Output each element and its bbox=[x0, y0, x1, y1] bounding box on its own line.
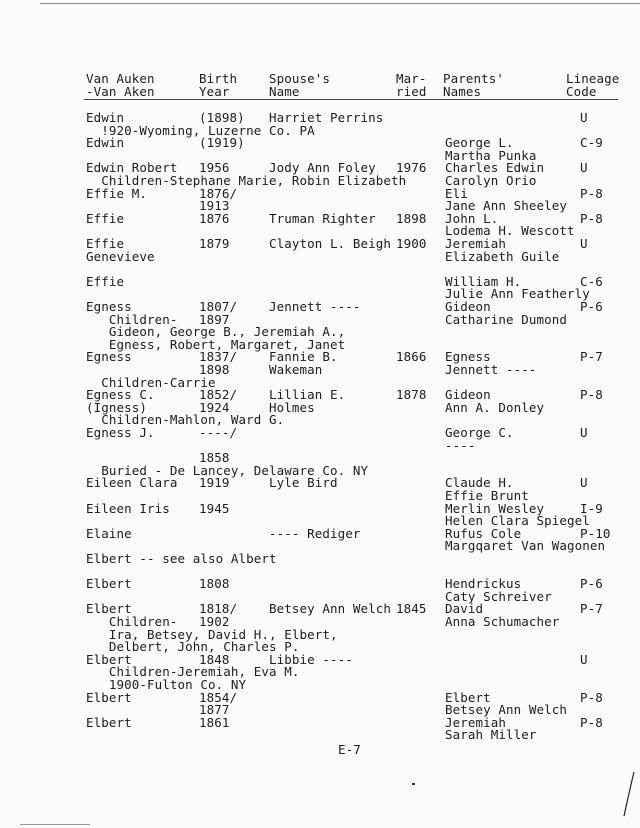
entry-parents: Charles Edwin bbox=[445, 160, 545, 176]
entry-parents: Jane Ann Sheeley bbox=[445, 198, 568, 214]
entry-name: Children-Jeremiah, Eva M. bbox=[86, 664, 300, 680]
entry-parents: Merlin Wesley bbox=[445, 500, 545, 516]
entry-name: Egness bbox=[86, 299, 132, 314]
entry-birth-year: 1877 bbox=[199, 702, 230, 718]
entry-name: Egness bbox=[86, 349, 132, 365]
entry-name: Elbert bbox=[86, 651, 132, 667]
entry-spouse: Harriet Perrins bbox=[269, 110, 384, 125]
header-underline bbox=[84, 99, 618, 100]
entry-name: Children-Stephane Marie, Robin Elizabeth bbox=[86, 173, 407, 188]
entry-spouse: Wakeman bbox=[269, 362, 323, 377]
entry-birth-year: 1898 bbox=[199, 362, 230, 377]
entry-lineage: P-6 bbox=[580, 576, 603, 592]
entry-lineage: C-6 bbox=[580, 273, 603, 289]
entry-married: 1866 bbox=[396, 349, 427, 365]
entry-parents: Effie Brunt bbox=[445, 488, 529, 503]
entry-parents: David bbox=[445, 601, 484, 617]
header-lineage: Lineage bbox=[566, 71, 620, 86]
entry-parents: Carolyn Orio bbox=[445, 173, 537, 188]
entry-birth-year: ----/ bbox=[199, 425, 238, 440]
header-married: Mar- bbox=[396, 71, 427, 86]
entry-spouse: Clayton L. Beigh bbox=[269, 236, 392, 251]
page-number: E-7 bbox=[338, 742, 361, 757]
entry-parents: Gideon bbox=[445, 387, 491, 403]
entry-parents: Anna Schumacher bbox=[445, 614, 560, 629]
entry-parents: Jennett ---- bbox=[445, 362, 537, 377]
entry-lineage: U bbox=[580, 425, 588, 440]
entry-parents: Helen Clara Spiegel bbox=[445, 513, 590, 529]
entry-spouse: Betsey Ann Welch bbox=[269, 601, 392, 617]
entry-lineage: P-7 bbox=[580, 601, 603, 617]
entry-lineage: P-8 bbox=[580, 210, 603, 226]
entry-parents: Egness bbox=[445, 349, 491, 365]
entry-parents: Eli bbox=[445, 185, 468, 201]
entry-birth-year: 1945 bbox=[199, 500, 230, 516]
entry-birth-year: 1807/ bbox=[199, 299, 238, 314]
entry-married: 1878 bbox=[396, 387, 427, 403]
entry-name: Edwin Robert bbox=[86, 160, 178, 176]
entry-spouse: Libbie ---- bbox=[269, 651, 353, 667]
entry-birth-year: (1919) bbox=[199, 135, 245, 151]
entry-spouse: ---- Rediger bbox=[269, 525, 361, 541]
entry-name: Edwin bbox=[86, 135, 125, 151]
entry-parents: ---- bbox=[445, 437, 476, 453]
entry-birth-year: 1956 bbox=[199, 160, 230, 176]
entry-name: Effie bbox=[86, 273, 125, 289]
entry-birth-year: 1902 bbox=[199, 614, 230, 629]
entry-parents: George L. bbox=[445, 135, 514, 151]
entry-lineage: U bbox=[580, 475, 588, 491]
entry-lineage: P-8 bbox=[580, 387, 603, 403]
entry-birth-year: 1924 bbox=[199, 399, 230, 415]
entry-birth-year: 1858 bbox=[199, 450, 230, 466]
entry-parents: Gideon bbox=[445, 299, 491, 314]
entry-name: Effie M. bbox=[86, 185, 148, 201]
entry-parents: Claude H. bbox=[445, 475, 514, 491]
header-name: -Van Aken bbox=[86, 83, 155, 99]
header-birth-year: Year bbox=[199, 83, 230, 99]
entry-birth-year: 1897 bbox=[199, 311, 230, 327]
entry-birth-year: 1808 bbox=[199, 576, 230, 592]
entry-birth-year: 1818/ bbox=[199, 601, 238, 617]
entry-lineage: I-9 bbox=[580, 500, 603, 516]
entry-name: Eileen Iris bbox=[86, 500, 170, 516]
entry-spouse: Lyle Bird bbox=[269, 475, 338, 491]
entry-lineage: P-8 bbox=[580, 714, 603, 730]
entry-spouse: Fannie B. bbox=[269, 349, 338, 365]
entry-name: Elbert bbox=[86, 689, 132, 705]
entry-spouse: Jennett ---- bbox=[269, 299, 361, 314]
entry-lineage: P-8 bbox=[580, 185, 603, 201]
entry-lineage: P-6 bbox=[580, 299, 603, 314]
entry-parents: Jeremiah bbox=[445, 236, 507, 251]
entry-birth-year: 1876 bbox=[199, 210, 230, 226]
header-birth-year: Birth bbox=[199, 71, 238, 86]
entry-lineage: P-10 bbox=[580, 525, 611, 541]
header-spouse: Name bbox=[269, 83, 300, 99]
entry-birth-year: 1854/ bbox=[199, 689, 238, 705]
entry-married: 1898 bbox=[396, 210, 427, 226]
header-parents: Parents' bbox=[443, 71, 505, 86]
entry-name: Egness, Robert, Margaret, Janet bbox=[86, 336, 346, 352]
entry-parents: George C. bbox=[445, 425, 514, 440]
top-edge-line bbox=[40, 3, 640, 4]
entry-name: Children- bbox=[86, 614, 178, 629]
entry-birth-year: 1848 bbox=[199, 651, 230, 667]
entry-birth-year: 1919 bbox=[199, 475, 230, 491]
entry-name: !920-Wyoming, Luzerne Co. PA bbox=[86, 122, 315, 138]
entry-lineage: C-9 bbox=[580, 135, 603, 151]
entry-name: Elaine bbox=[86, 525, 132, 541]
entry-married: 1900 bbox=[396, 236, 427, 251]
entry-name: Ira, Betsey, David H., Elbert, bbox=[86, 626, 338, 642]
entry-birth-year: 1861 bbox=[199, 714, 230, 730]
entry-parents: Caty Schreiver bbox=[445, 588, 552, 604]
entry-name: Elbert bbox=[86, 601, 132, 617]
entry-parents: Elizabeth Guile bbox=[445, 248, 560, 264]
entry-birth-year: 1876/ bbox=[199, 185, 238, 201]
entry-name: Effie bbox=[86, 236, 125, 251]
header-parents: Names bbox=[443, 83, 482, 99]
entry-spouse: Truman Righter bbox=[269, 210, 376, 226]
entry-spouse: Holmes bbox=[269, 399, 315, 415]
entry-parents: Lodema H. Wescott bbox=[445, 223, 575, 239]
header-married: ried bbox=[396, 83, 427, 99]
entry-parents: Elbert bbox=[445, 689, 491, 705]
entry-name: Elbert bbox=[86, 714, 132, 730]
entry-birth-year: 1879 bbox=[199, 236, 230, 251]
entry-parents: Jeremiah bbox=[445, 714, 507, 730]
entry-name: Children-Carrie bbox=[86, 374, 216, 390]
entry-lineage: U bbox=[580, 160, 588, 176]
entry-name: Buried - De Lancey, Delaware Co. NY bbox=[86, 462, 369, 478]
header-name: Van Auken bbox=[86, 71, 155, 86]
entry-name: (Igness) bbox=[86, 399, 148, 415]
entry-name: Children-Mahlon, Ward G. bbox=[86, 412, 285, 428]
entry-spouse: Lillian E. bbox=[269, 387, 346, 403]
entry-married: 1976 bbox=[396, 160, 427, 176]
entry-birth-year: 1913 bbox=[199, 198, 230, 214]
entry-birth-year: 1852/ bbox=[199, 387, 238, 403]
bottom-edge-line bbox=[20, 824, 90, 825]
entry-name: Egness J. bbox=[86, 425, 155, 440]
entry-name: Genevieve bbox=[86, 248, 155, 264]
entry-name: Gideon, George B., Jeremiah A., bbox=[86, 324, 346, 340]
entry-lineage: U bbox=[580, 236, 588, 251]
entry-name: Egness C. bbox=[86, 387, 155, 403]
entry-name: 1900-Fulton Co. NY bbox=[86, 677, 247, 692]
entry-parents: Julie Ann Featherly bbox=[445, 286, 590, 302]
entry-lineage: U bbox=[580, 110, 588, 125]
entry-lineage: P-7 bbox=[580, 349, 603, 365]
entry-parents: Ann A. Donley bbox=[445, 399, 545, 415]
ink-speck bbox=[412, 783, 415, 785]
entry-parents: Margqaret Van Wagonen bbox=[445, 538, 606, 554]
entry-spouse: Jody Ann Foley bbox=[269, 160, 376, 176]
entry-name: Elbert -- see also Albert bbox=[86, 551, 277, 566]
entry-married: 1845 bbox=[396, 601, 427, 617]
entry-birth-year: 1837/ bbox=[199, 349, 238, 365]
entry-name: Children- bbox=[86, 311, 178, 327]
entry-parents: Betsey Ann Welch bbox=[445, 702, 568, 718]
pen-stroke-mark bbox=[622, 770, 636, 820]
header-spouse: Spouse's bbox=[269, 71, 331, 86]
entry-parents: Sarah Miller bbox=[445, 727, 537, 743]
entry-parents: Rufus Cole bbox=[445, 525, 522, 541]
entry-birth-year: (1898) bbox=[199, 110, 245, 125]
entry-name: Eileen Clara bbox=[86, 475, 178, 491]
entry-lineage: U bbox=[580, 651, 588, 667]
entry-name: Effie bbox=[86, 210, 125, 226]
entry-parents: William H. bbox=[445, 273, 522, 289]
entry-lineage: P-8 bbox=[580, 689, 603, 705]
entry-name: Elbert bbox=[86, 576, 132, 592]
entry-parents: Catharine Dumond bbox=[445, 311, 568, 327]
entry-name: Delbert, John, Charles P. bbox=[86, 639, 300, 655]
header-lineage: Code bbox=[566, 83, 597, 99]
entry-parents: Martha Punka bbox=[445, 147, 537, 163]
entry-parents: John L. bbox=[445, 210, 499, 226]
entry-parents: Hendrickus bbox=[445, 576, 522, 592]
entry-name: Edwin bbox=[86, 110, 125, 125]
